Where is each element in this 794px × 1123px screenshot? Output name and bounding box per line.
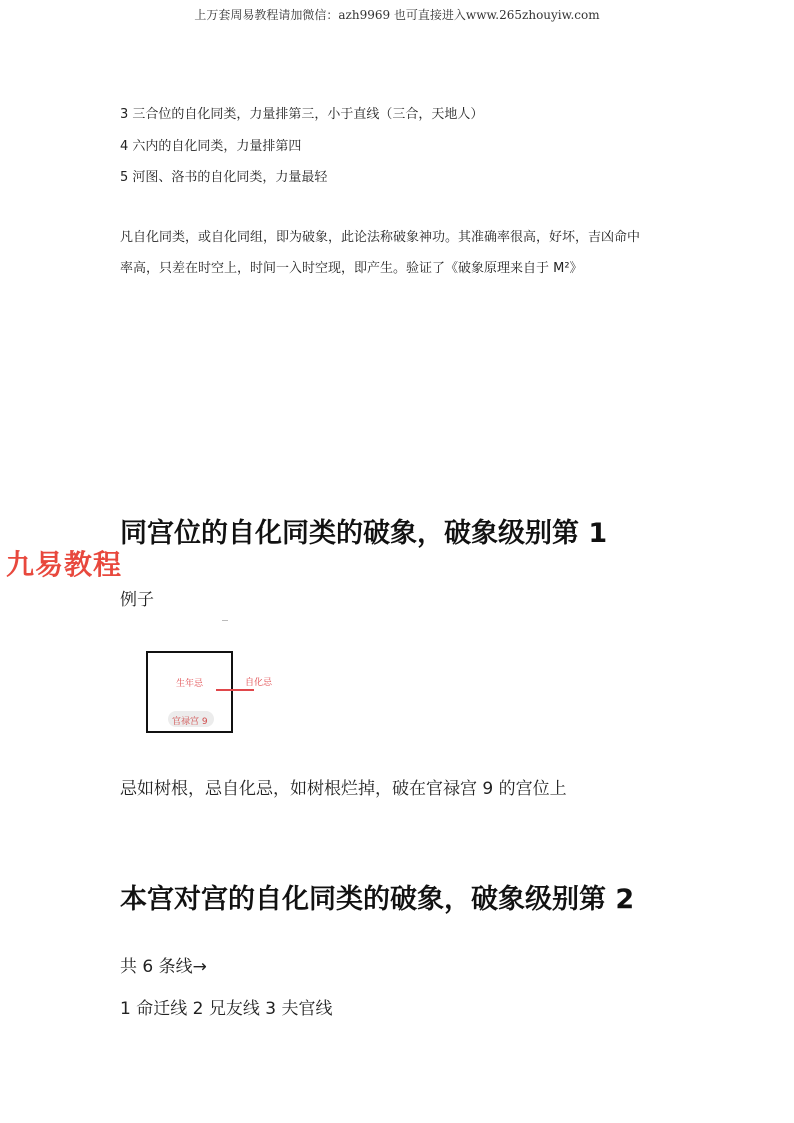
list-item: 3 三合位的自化同类，力量排第三，小于直线（三合，天地人） [120, 107, 484, 122]
list-item: 4 六内的自化同类，力量排第四 [120, 139, 302, 154]
page-header: 上万套周易教程请加微信：azh9969 也可直接进入www.265zhouyiw.com [194, 8, 600, 22]
birth-ji-label: 生年忌 [176, 679, 204, 689]
watermark-logo: 九易教程 [6, 548, 123, 581]
palace-label: 官禄宫 9 [172, 717, 208, 727]
paragraph [120, 222, 680, 284]
example-label: 例子 [120, 590, 154, 610]
section-2-heading: 本宫对宫的自化同类的破象，破象级别第 2 [120, 884, 635, 915]
example-caption: 忌如树根，忌自化忌，如树根烂掉，破在官禄宫 9 的宫位上 [120, 779, 567, 799]
section-1-heading: 同宫位的自化同类的破象，破象级别第 1 [120, 518, 608, 549]
lines-list-text: 1 命迁线 2 兄友线 3 夫官线 [120, 999, 333, 1019]
diagram-tick-mark [222, 620, 228, 621]
list-item: 5 河图、洛书的自化同类，力量最轻 [120, 170, 328, 185]
lines-count-text: 共 6 条线→ [120, 957, 207, 977]
paragraph-line-1: 凡自化同类，或自化同组，即为破象，此论法称破象神功。其准确率很高，好坏，吉凶命中 [120, 230, 641, 245]
self-ji-label: 自化忌 [245, 678, 273, 688]
paragraph-line-2: 率高，只差在时空上，时间一入时空现，即产生。验证了《破象原理来自于 M²》 [120, 261, 583, 276]
self-transform-line [216, 689, 254, 691]
